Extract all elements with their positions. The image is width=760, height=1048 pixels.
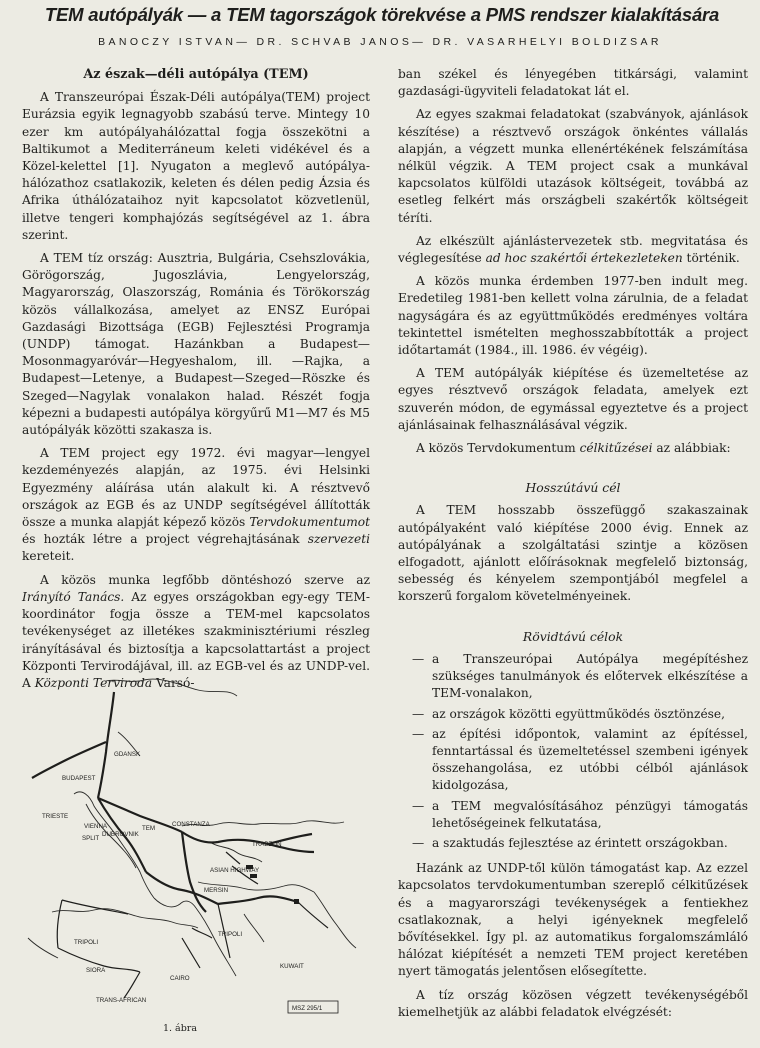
section-title: Az észak—déli autópálya (TEM) — [83, 67, 309, 82]
tem-map — [22, 676, 368, 1016]
paragraph: A TEM autópályák kiépítése és üzemeltetése az egyes résztvevő országok feladata, amelyek ezt szuverén módon, de egymással egyeztetve és a project ajánlásainak felhasználásával végzik. — [398, 366, 748, 432]
list-item: — az országok közötti együttműködés ösztönzése, — [398, 706, 748, 723]
tem-map-figure — [22, 676, 368, 1016]
label-trans-african: TRANS-AFRICAN — [96, 997, 147, 1004]
paragraph: ban székel és lényegében titkársági, valamint gazdasági-ügyviteli feladatokat lát el. — [398, 67, 748, 99]
paragraph: Az egyes szakmai feladatokat (szabványok, ajánlások készítése) a résztvevő országok önkéntes vállalás alapján, a végzett munka ellenértékének felszámítása nélkül végzik. A TEM project csak a munkával kapcsolatos külföldi utazások költségeit, továbbá az esetleg felkért más országbeli szakértők költségeit téríti. — [398, 107, 748, 225]
paragraph: A Transzeurópai Észak-Déli autópálya(TEM) project Eurázsia egyik legnagyobb szabású terve. Mintegy 10 ezer km autópályahálózattal fogja összekötni a Baltikumot a Mediterráneum keleti vidékével és a Közel-kelettel [1]. Nyugaton a meglevő autópálya-hálózathoz csatlakozik, keleten és délen pedig Ázsia és Afrika úthálózataihoz nyit kapcsolatot közvetlenül, illetve tengeri komphajózás segítségével az 1. ábra szerint. — [22, 90, 370, 242]
list-item: — a szaktudás fejlesztése az érintett országokban. — [398, 835, 748, 852]
left-column — [22, 64, 370, 698]
long-term-title: Hosszútávú cél — [525, 480, 621, 496]
paragraph: Hazánk az UNDP-től külön támogatást kap. Az ezzel kapcsolatos tervdokumentumban szereplő célkitűzések és a magyarországi tevékenységek a fentiekhez csatlakoznak, a helyi igényeknek megfelelő bővítésekkel. Így pl. az automatikus forgalomszámláló hálózat kiépítését a nemzeti TEM project keretében nyert tämogatás jelentősen elősegítette. — [398, 861, 748, 979]
label-split: SPLIT — [82, 835, 100, 842]
label-tem: TEM — [142, 825, 156, 832]
label-dubrovnik: DUBROVNIK — [102, 831, 139, 838]
list-item: — a TEM megvalósításához pénzügyi támogatás lehetőségeinek felkutatása, — [398, 798, 748, 832]
label-vienna: VIENNA — [84, 823, 108, 830]
short-term-title: Rövidtávú célok — [522, 628, 624, 644]
label-gdansk: GDANSK — [114, 751, 141, 758]
figure-code: MSZ 295/1 — [292, 1005, 323, 1012]
paragraph: A közös munka legfőbb döntéshozó szerve az Irányító Tanács. Az egyes országokban egy-egy TEM-koordinátor fogja össze a TEM-mel kapcsolatos tevékenységet az illetékes szakminisztériumi részleg irányításával és biztosítja a kapcsolattartást a project Központi Tervirodájával, ill. az EGB-vel és az UNDP-vel. A Központi Terviroda Varsó- — [22, 572, 370, 690]
paragraph: A közös Tervdokumentum célkitűzései az alábbiak: — [416, 441, 731, 456]
label-trieste: TRIESTE — [42, 813, 69, 820]
right-column — [398, 66, 748, 1027]
paragraph: A TEM hosszabb összefüggő szakaszainak autópályaként való kiépítése 2000 évig. Ennek az autópályának a szolgáltatási szintje a közösen elfogadott, ajánlott előírásoknak megfelelő biztonság, sebesség és kényelem szempontjából megfelel a korszerű forgalom követelményeinek. — [398, 503, 748, 604]
paragraph: A közös munka érdemben 1977-ben indult meg. Eredetileg 1981-ben kellett volna zárulnia, de a feladat nagyságára és az együttműködés eredményes voltára tekintettel ismételten meghosszabbították a project időtartamát (1984., ill. 1986. év végéig). — [398, 274, 748, 358]
paragraph: Az elkészült ajánlástervezetek stb. megvitatása és véglegesítése ad hoc szakértői értekezleteken történik. — [398, 233, 748, 266]
label-tripoli-west: TRIPOLI — [74, 939, 99, 946]
label-kuwait: KUWAIT — [280, 963, 304, 970]
paragraph: A TEM project egy 1972. évi magyar—lengyel kezdeményezés alapján, az 1975. évi Helsinki Egyezmény aláírása után alakult ki. A résztvevő országok az EGB és az UNDP segítségével állították össze a munka alapját képező közös Tervdokumentumot és hozták létre a project végrehajtásának szervezeti kereteit. — [22, 446, 370, 564]
label-tripoli-east: TRIPOLI — [218, 931, 243, 938]
label-mersin: MERSIN — [204, 887, 229, 894]
label-asian-highway: ASIAN HIGHWAY — [210, 867, 260, 874]
list-item: — a Transzeurópai Autópálya megépítéshez szükséges tanulmányok és előtervek elkészítése a TEM-vonalakon, — [398, 651, 748, 703]
paragraph: A tíz ország közösen végzett tevékenységéből kiemelhetjük az alábbi feladatok elvégzését: — [398, 987, 748, 1019]
label-constanza: CONSTANZA — [172, 821, 210, 828]
label-budapest: BUDAPEST — [62, 775, 96, 782]
label-cairo: CAIRO — [170, 975, 190, 982]
article-authors: BANOCZY ISTVAN— DR. SCHVAB JANOS— DR. VASARHELYI BOLDIZSAR — [98, 36, 662, 48]
article-title: TEM autópályák — a TEM tagországok törekvése a PMS rendszer kialakítására — [44, 4, 720, 25]
paragraph: A TEM tíz ország: Ausztria, Bulgária, Csehszlovákia, Görögország, Jugoszlávia, Lengyelország, Magyarország, Olaszország, Románia és Törökország közös vállalkozása, amelyet az ENSZ Európai Gazdasági Bizottsága (EGB) Fejlesztési Programja (UNDP) támogat. Hazánkban a Budapest—Mosonmagyaróvár—Hegyeshalom, ill. —Rajka, a Budapest—Letenye, a Budapest—Szeged—Röszke és Szeged—Nagylak vonalakon halad. Részét fogja képezni a budapesti autópálya körgyűrű M1—M7 és M5 autópályák közötti szakasza is. — [22, 251, 370, 438]
label-trabzon: TRABZON — [252, 841, 282, 848]
label-siora: SIORA — [86, 967, 106, 974]
short-term-list — [398, 651, 748, 852]
figure-caption: 1. ábra — [162, 1023, 198, 1034]
list-item: — az építési időpontok, valamint az építéssel, fenntartással és üzemeltetéssel szembeni igények összehangolása, ez utóbbi célból ajánlások kidolgozása, — [398, 726, 748, 795]
